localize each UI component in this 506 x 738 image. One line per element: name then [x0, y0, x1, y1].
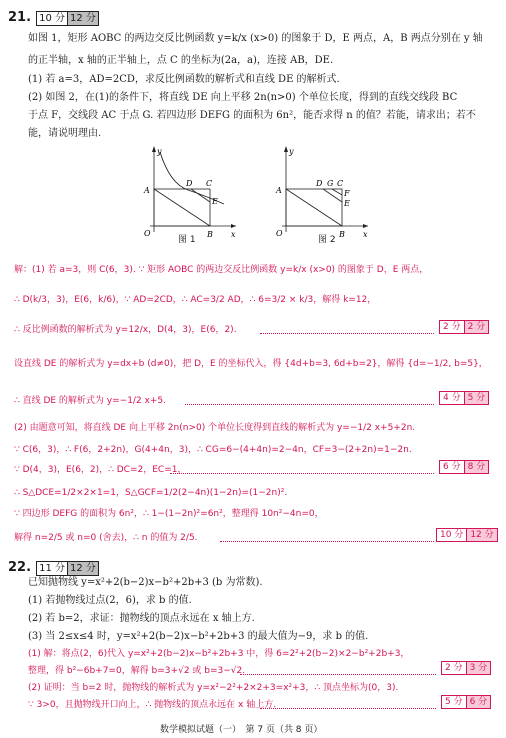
axis-label-x: x	[231, 230, 236, 239]
question-22-header	[8, 556, 99, 576]
point-label: E	[344, 199, 350, 208]
axis-label-x: x	[363, 230, 368, 239]
point-label: G	[327, 179, 334, 188]
dotted-leader	[185, 404, 434, 405]
question-number: 22.	[8, 560, 32, 575]
point-label: A	[144, 186, 150, 195]
figure-1	[140, 144, 240, 246]
score-mark: 4 分 5 分	[439, 391, 489, 405]
point-label: C	[337, 179, 344, 188]
solution-line: (1) 解：将点(2，6)代入 y=x²+2(b−2)x−b²+2b+3 中，得 6=2²+2(b−2)×2−b²+2b+3，	[28, 649, 410, 659]
point-label: O	[276, 229, 283, 238]
figure-1-caption: 图 1	[178, 235, 196, 245]
dotted-leader	[260, 333, 434, 334]
score-box: 10 分	[36, 11, 68, 26]
question-21-header	[8, 6, 99, 26]
score-box-total: 12 分	[68, 561, 99, 576]
score-mark: 6 分 8 分	[439, 460, 489, 474]
axis-label-y: y	[289, 147, 294, 156]
score-box-total: 12 分	[68, 11, 99, 26]
point-label: O	[144, 229, 151, 238]
point-label: A	[276, 186, 282, 195]
score-box: 11 分	[36, 561, 68, 576]
solution-line: (2) 由题意可知，将直线 DE 向上平移 2n(n>0) 个单位长度得到直线的解析式为 y=−1/2 x+5+2n.	[14, 423, 416, 433]
score-mark: 10 分 12 分	[436, 528, 498, 542]
stem-line: (1) 若抛物线过点(2，6)，求 b 的值.	[28, 595, 192, 606]
dotted-leader	[220, 541, 434, 542]
solution-line: ∴ 反比例函数的解析式为 y=12/x，D(4，3)，E(6，2).	[14, 325, 237, 335]
score-mark: 2 分 2 分	[439, 320, 489, 334]
solution-line: ∵ 四边形 DEFG 的面积为 6n²，∴ 1−(1−2n)²=6n²，整理得 10n²−4n=0，	[14, 509, 324, 519]
point-label: B	[339, 230, 345, 239]
stem-line: 于点 F，交线段 AC 于点 G. 若四边形 DEFG 的面积为 6n²，能否求得 n 的值？若能，请求出；若不	[28, 110, 476, 121]
point-label: B	[207, 230, 213, 239]
solution-line: ∴ S△DCE=1/2×2×1=1，S△GCF=1/2(2−4n)(1−2n)=(1−2n)².	[14, 488, 288, 498]
solution-line: ∴ D(k/3，3)，E(6，k/6)，∵ AD=2CD，∴ AC=3/2 AD，∴ 6=3/2 × k/3，解得 k=12，	[14, 295, 377, 305]
stem-line: 的正半轴，x 轴的正半轴上，点 C 的坐标为(2a，a)，连接 AB，DE.	[28, 55, 334, 66]
solution-line: 整理，得 b²−6b+7=0，解得 b=3+√2 或 b=3−√2.	[28, 666, 246, 676]
stem-line: (2) 如图 2，在(1)的条件下，将直线 DE 向上平移 2n(n>0) 个单位长度，得到的直线交线段 BC	[28, 92, 458, 103]
solution-line: ∵ D(4，3)，E(6，2)，∴ DC=2，EC=1，	[14, 465, 187, 475]
solution-line: ∵ C(6，3)，∴ F(6，2+2n)，G(4+4n，3)，∴ CG=6−(4+4n)=2−4n，CF=3−(2+2n)=1−2n.	[14, 445, 412, 455]
stem-line: (3) 当 2≤x≤4 时，y=x²+2(b−2)x−b²+2b+3 的最大值为−9，求 b 的值.	[28, 631, 369, 642]
figure-2-caption: 图 2	[318, 235, 336, 245]
solution-line: 解：(1) 若 a=3，则 C(6，3). ∵ 矩形 AOBC 的两边交反比例函数 y=k/x (x>0) 的图象于 D，E 两点，	[14, 265, 429, 275]
solution-line: 解得 n=2/5 或 n=0 (舍去)，∴ n 的值为 2/5.	[14, 533, 198, 543]
question-number: 21.	[8, 10, 32, 25]
point-label: C	[206, 179, 213, 188]
point-label: F	[344, 189, 350, 198]
point-label: D	[316, 179, 323, 188]
stem-line: 如图 1，矩形 AOBC 的两边交反比例函数 y=k/x (x>0) 的图象于 D，E 两点，A，B 两点分别在 y 轴	[28, 33, 483, 44]
stem-line: 能，请说明理由.	[28, 128, 102, 139]
point-label: E	[212, 197, 218, 206]
stem-line: 已知抛物线 y=x²+2(b−2)x−b²+2b+3 (b 为常数).	[28, 577, 263, 588]
score-mark: 5 分 6 分	[441, 695, 491, 709]
point-label: D	[186, 179, 193, 188]
figure-2	[272, 144, 372, 246]
score-mark: 2 分 3 分	[441, 661, 491, 675]
dotted-leader	[170, 473, 434, 474]
dotted-leader	[240, 674, 436, 675]
stem-line: (2) 若 b=2，求证：抛物线的顶点永远在 x 轴上方.	[28, 613, 255, 624]
solution-line: (2) 证明：当 b=2 时，抛物线的解析式为 y=x²−2²+2×2+3=x²+3，∴ 顶点坐标为(0，3).	[28, 683, 399, 693]
stem-line: (1) 若 a=3，AD=2CD，求反比例函数的解析式和直线 DE 的解析式.	[28, 74, 340, 85]
axis-label-y: y	[157, 147, 162, 156]
solution-line: ∵ 3>0，且抛物线开口向上，∴ 抛物线的顶点永远在 x 轴上方.	[28, 700, 277, 710]
dotted-leader	[260, 708, 436, 709]
page-footer: 数学模拟试题（一） 第 7 页（共 8 页）	[160, 725, 323, 735]
solution-line: 设直线 DE 的解析式为 y=dx+b (d≠0)，把 D，E 的坐标代入，得 {4d+b=3, 6d+b=2}，解得 {d=−1/2, b=5}，	[14, 359, 488, 369]
solution-line: ∴ 直线 DE 的解析式为 y=−1/2 x+5.	[14, 396, 166, 406]
